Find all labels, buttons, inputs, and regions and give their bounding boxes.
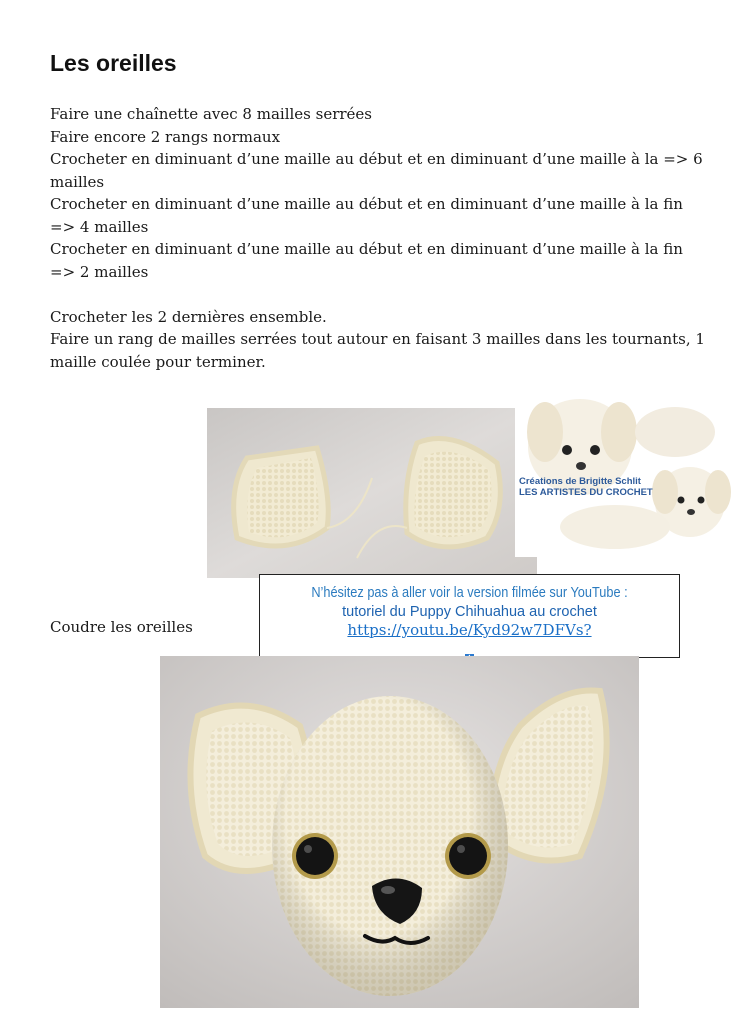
instruction-line: Crocheter en diminuant d’une maille au début et en diminuant d’une maille à la fin => 4 mailles — [50, 195, 683, 236]
logo-caption: Créations de Brigitte Schlit LES ARTISTES DU CROCHET — [519, 476, 653, 498]
instructions-block — [50, 103, 710, 373]
instruction-line: Crocheter en diminuant d’une maille au début et en diminuant d’une maille à la => 6 mailles — [50, 150, 703, 191]
youtube-link[interactable]: https://youtu.be/Kyd92w7DFVs? — [347, 621, 592, 639]
caption-sew-ears: Coudre les oreilles — [50, 618, 193, 636]
youtube-callout-heading: N’hésitez pas à aller voir la version filmée sur YouTube : — [311, 584, 628, 601]
youtube-callout — [259, 574, 680, 658]
chihuahua-head-photo — [160, 656, 639, 1008]
instruction-line: Faire encore 2 rangs normaux — [50, 127, 281, 146]
brand-logo — [515, 392, 740, 557]
instruction-line: Crocheter les 2 dernières ensemble. — [50, 307, 327, 326]
instruction-line: Faire une chaînette avec 8 mailles serrées — [50, 105, 372, 123]
youtube-callout-subtitle: tutoriel du Puppy Chihuahua au crochet — [342, 604, 597, 620]
ears-photo — [207, 408, 537, 578]
instruction-line: Crocheter en diminuant d’une maille au début et en diminuant d’une maille à la fin => 2 mailles — [50, 240, 683, 281]
page-title: Les oreilles — [50, 50, 177, 76]
instruction-line: Faire un rang de mailles serrées tout autour en faisant 3 mailles dans les tournants, 1 maille coulée pour terminer. — [50, 330, 705, 371]
